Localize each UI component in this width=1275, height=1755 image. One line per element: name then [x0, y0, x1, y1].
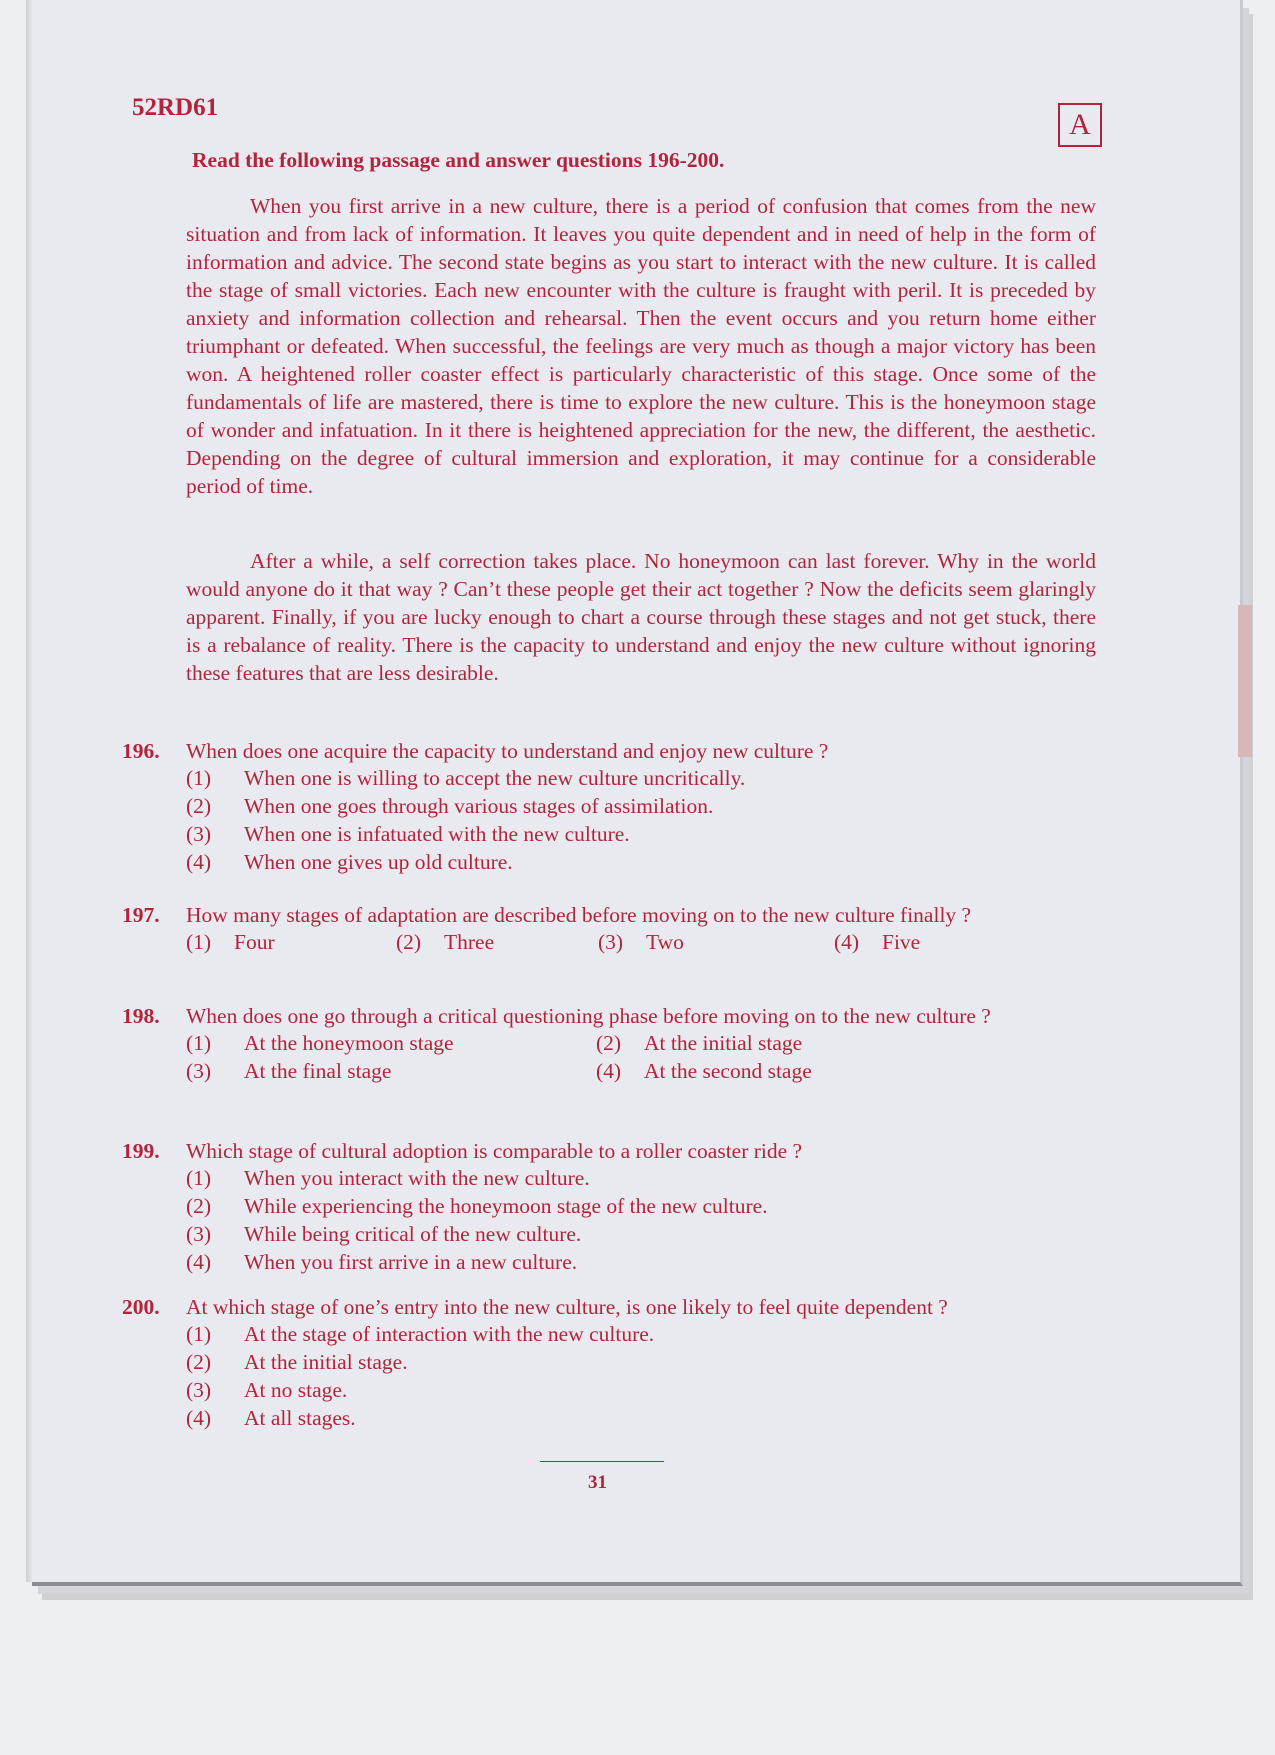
option-text: At the honeymoon stage	[244, 1031, 454, 1055]
option-text: Three	[444, 930, 495, 954]
question-text: When does one acquire the capacity to understand and enjoy new culture ?	[186, 739, 829, 763]
option-text: When one gives up old culture.	[244, 850, 513, 874]
option-text: At the second stage	[644, 1059, 812, 1083]
option-text: At the initial stage	[644, 1031, 803, 1055]
option-number: (2)	[186, 1350, 212, 1374]
option-3	[186, 1221, 1092, 1249]
option-2	[396, 929, 598, 957]
question-number: 200.	[122, 1295, 160, 1319]
question-number: 198.	[122, 1004, 160, 1028]
option-number: (1)	[186, 1031, 212, 1055]
option-number: (3)	[598, 930, 624, 954]
option-3	[186, 821, 1092, 849]
passage-paragraph-2: After a while, a self correction takes place. No honeymoon can last forever. Why in the world would anyone do it that way ? Can’t these people get their act together ? Now the deficits seem glaringly apparent. Finally, if you are lucky enough to chart a course through these stages and not get stuck, there is a rebalance of reality. There is the capacity to understand and enjoy the new culture without ignoring these features that are less desirable.	[186, 549, 1096, 685]
question-text: At which stage of one’s entry into the new culture, is one likely to feel quite dependent ?	[186, 1295, 948, 1319]
option-number: (3)	[186, 1378, 212, 1402]
question-197	[122, 902, 1092, 957]
option-text: While being critical of the new culture.	[244, 1222, 582, 1246]
option-number: (3)	[186, 1222, 212, 1246]
option-number: (4)	[186, 1250, 212, 1274]
option-text: Two	[646, 930, 684, 954]
option-number: (2)	[186, 1194, 212, 1218]
option-2	[186, 793, 1092, 821]
option-number: (2)	[186, 794, 212, 818]
question-199	[122, 1138, 1092, 1277]
option-number: (2)	[396, 930, 422, 954]
passage-paragraph-1: When you first arrive in a new culture, there is a period of confusion that comes from the new situation and from lack of information. It leaves you quite dependent and in need of help in the form of information and advice. The second state begins as you start to interact with the new culture. It is called the stage of small victories. Each new encounter with the culture is fraught with peril. It is preceded by anxiety and information collection and rehearsal. Then the event occurs and you return home either triumphant or defeated. When successful, the feelings are very much as though a major victory has been won. A heightened roller coaster effect is particularly characteristic of this stage. Once some of the fundamentals of life are mastered, there is time to explore the new culture. This is the honeymoon stage of wonder and infatuation. In it there is heightened appreciation for the new, the different, the aesthetic. Depending on the degree of cultural immersion and exploration, it may continue for a considerable period of time.	[186, 194, 1096, 498]
option-1	[186, 1321, 1092, 1349]
option-text: When you interact with the new culture.	[244, 1166, 590, 1190]
option-text: When one goes through various stages of assimilation.	[244, 794, 714, 818]
question-200	[122, 1294, 1092, 1433]
question-text: When does one go through a critical questioning phase before moving on to the new culture ?	[186, 1004, 991, 1028]
option-number: (2)	[596, 1031, 622, 1055]
option-4	[186, 849, 1092, 877]
passage-instruction: Read the following passage and answer questions 196-200.	[192, 148, 725, 172]
option-number: (3)	[186, 1059, 212, 1083]
question-text: Which stage of cultural adoption is comparable to a roller coaster ride ?	[186, 1139, 803, 1163]
question-198	[122, 1003, 1092, 1086]
page-number: 31	[588, 1472, 607, 1493]
question-196	[122, 738, 1092, 877]
option-number: (1)	[186, 766, 212, 790]
option-text: At the initial stage.	[244, 1350, 408, 1374]
set-badge: A	[1058, 103, 1102, 147]
option-4	[186, 1249, 1092, 1277]
option-text: When you first arrive in a new culture.	[244, 1250, 578, 1274]
side-tab	[1238, 605, 1252, 757]
option-number: (4)	[186, 850, 212, 874]
option-number: (3)	[186, 822, 212, 846]
option-number: (1)	[186, 1166, 212, 1190]
option-text: Four	[234, 930, 275, 954]
option-1	[186, 765, 1092, 793]
option-1	[186, 929, 396, 957]
option-1	[186, 1165, 1092, 1193]
option-2	[186, 1349, 1092, 1377]
option-text: When one is infatuated with the new culture.	[244, 822, 630, 846]
option-text: While experiencing the honeymoon stage of the new culture.	[244, 1194, 768, 1218]
option-text: When one is willing to accept the new culture uncritically.	[244, 766, 746, 790]
option-2	[186, 1193, 1092, 1221]
option-text: At the final stage	[244, 1059, 392, 1083]
option-number: (1)	[186, 930, 212, 954]
option-2	[596, 1030, 996, 1058]
option-number: (4)	[596, 1059, 622, 1083]
option-1	[186, 1030, 596, 1058]
option-4	[186, 1405, 1092, 1433]
paper-code: 52RD61	[132, 94, 219, 121]
option-number: (1)	[186, 1322, 212, 1346]
footer-divider	[540, 1461, 664, 1462]
option-number: (4)	[834, 930, 860, 954]
option-3	[598, 929, 834, 957]
option-3	[186, 1058, 596, 1086]
option-text: At the stage of interaction with the new culture.	[244, 1322, 655, 1346]
option-text: Five	[882, 930, 921, 954]
question-number: 197.	[122, 903, 160, 927]
question-number: 196.	[122, 739, 160, 763]
option-3	[186, 1377, 1092, 1405]
option-4	[834, 929, 920, 957]
option-4	[596, 1058, 996, 1086]
question-text: How many stages of adaptation are described before moving on to the new culture finally ?	[186, 903, 972, 927]
option-text: At all stages.	[244, 1406, 356, 1430]
option-number: (4)	[186, 1406, 212, 1430]
question-number: 199.	[122, 1139, 160, 1163]
option-text: At no stage.	[244, 1378, 348, 1402]
